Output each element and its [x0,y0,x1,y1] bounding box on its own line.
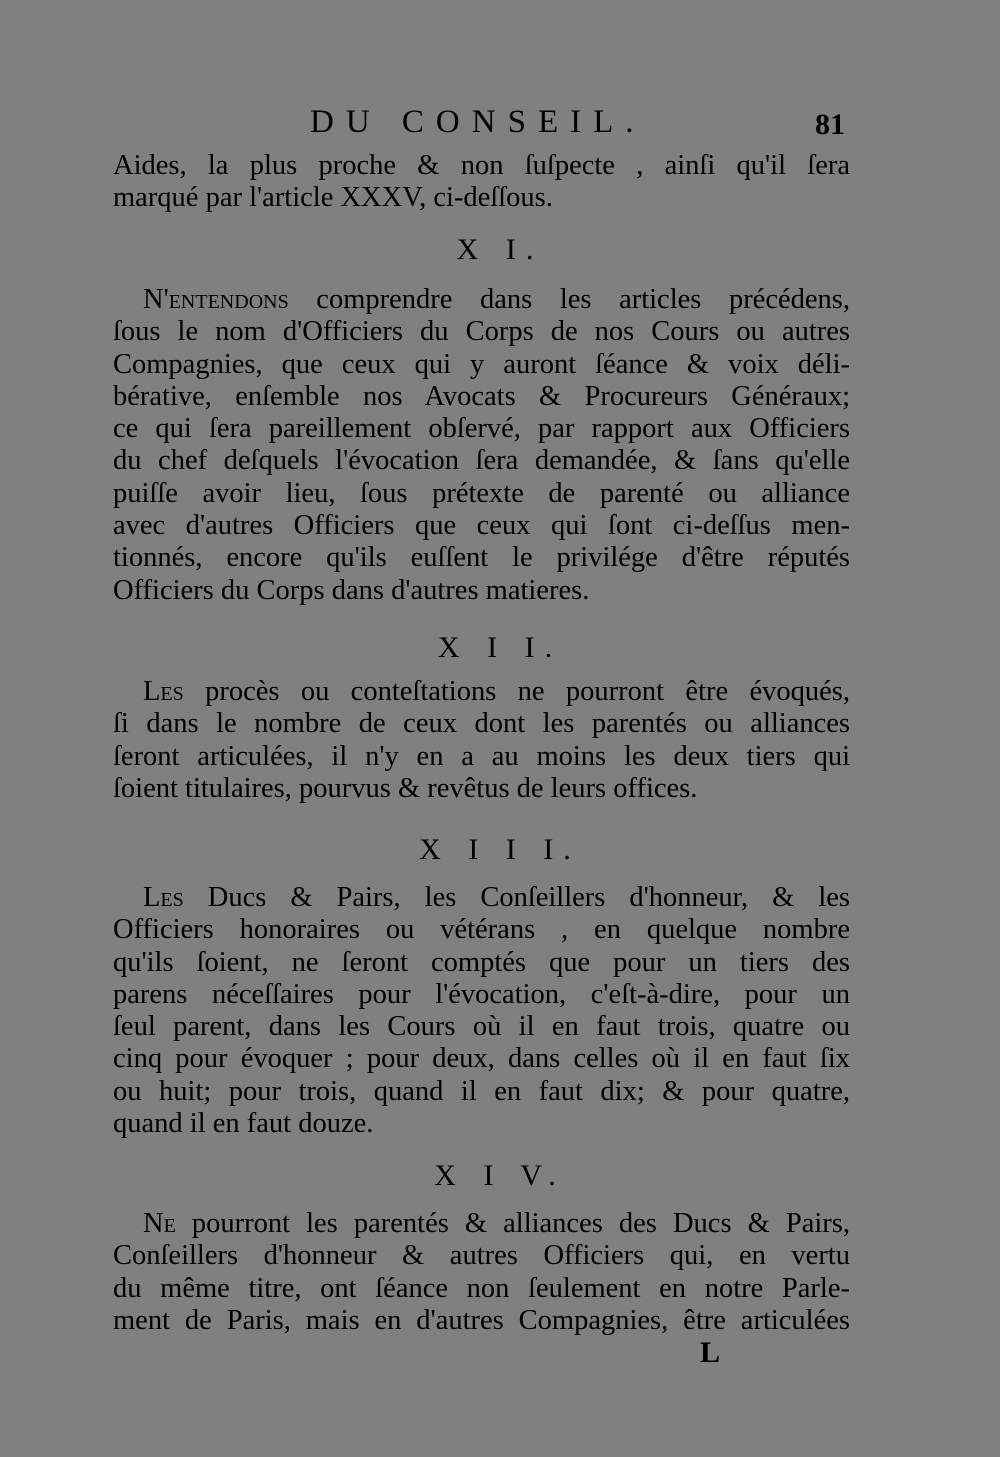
article-xii-paragraph [113,676,850,805]
text-line: N'entendons comprendre dans les articles précédens, [143,284,850,315]
article-xiii-paragraph [113,882,850,1140]
text-line: ce qui ſera pareillement obſervé, par rapport aux Officiers [113,413,850,445]
text-line: qu'ils ſoient, ne ſeront comptés que pour un tiers des [113,946,850,978]
text-line: Les procès ou conteſtations ne pourront être évoqués, [143,676,850,707]
text-line: ou huit; pour trois, quand il en faut dix; & pour quatre, [113,1075,850,1107]
lead-word: N'entendons [143,284,289,315]
intro-paragraph [113,150,850,215]
text-line: Officiers du Corps dans d'autres matieres. [113,574,590,606]
article-xi-paragraph [113,284,850,607]
text-line: du chef deſquels l'évocation ſera demandée, & ſans qu'elle [113,445,850,477]
text-line: marqué par l'article XXXV, ci-deſſous. [113,182,553,214]
text-line: du même titre, ont ſéance non ſeulement en notre Parle- [113,1272,850,1304]
text-line: puiſſe avoir lieu, ſous prétexte de parenté ou alliance [113,477,850,509]
text-line: ſoient titulaires, pourvus & revêtus de leurs offices. [113,772,698,804]
text-line: Officiers honoraires ou vétérans , en quelque nombre [113,914,850,946]
text-line: quand il en faut douze. [113,1108,374,1140]
running-title: DU CONSEIL. [310,104,646,140]
text-line: cinq pour évoquer ; pour deux, dans celles où il en faut ſix [113,1043,850,1075]
article-heading-xi: X I. [456,233,544,266]
running-head [0,102,1000,146]
article-heading-xiv: X I V. [434,1159,566,1192]
text-line: ment de Paris, mais en d'autres Compagnies, être articulées [113,1304,850,1336]
text-line: Conſeillers d'honneur & autres Officiers qui, en vertu [113,1240,850,1272]
article-xiv-paragraph [113,1208,850,1337]
text-line: avec d'autres Officiers que ceux qui ſont ci-deſſus men- [113,510,850,542]
lead-word: Les [143,882,184,913]
page-number: 81 [815,108,845,141]
article-heading-xiii: X I I I. [419,833,581,866]
lead-word: Ne [143,1208,176,1239]
signature-mark: L [700,1336,721,1369]
text-line: bérative, enſemble nos Avocats & Procureurs Généraux; [113,380,850,412]
text-line: Aides, la plus proche & non ſuſpecte , ainſi qu'il ſera [113,150,850,181]
text-line: ſi dans le nombre de ceux dont les parentés ou alliances [113,708,850,740]
text-line: Compagnies, que ceux qui y auront ſéance & voix déli- [113,348,850,380]
text-line: Ne pourront les parentés & alliances des Ducs & Pairs, [143,1208,850,1239]
text-line: ſeront articulées, il n'y en a au moins les deux tiers qui [113,740,850,772]
text-line: ſeul parent, dans les Cours où il en faut trois, quatre ou [113,1011,850,1043]
text-line: parens néceſſaires pour l'évocation, c'eſt-à-dire, pour un [113,978,850,1010]
lead-word: Les [143,676,184,707]
text-line: tionnés, encore qu'ils euſſent le privilége d'être réputés [113,542,850,574]
text-line: Les Ducs & Pairs, les Conſeillers d'honneur, & les [143,882,850,913]
article-heading-xii: X I I. [437,631,563,664]
text-line: ſous le nom d'Officiers du Corps de nos Cours ou autres [113,316,850,348]
